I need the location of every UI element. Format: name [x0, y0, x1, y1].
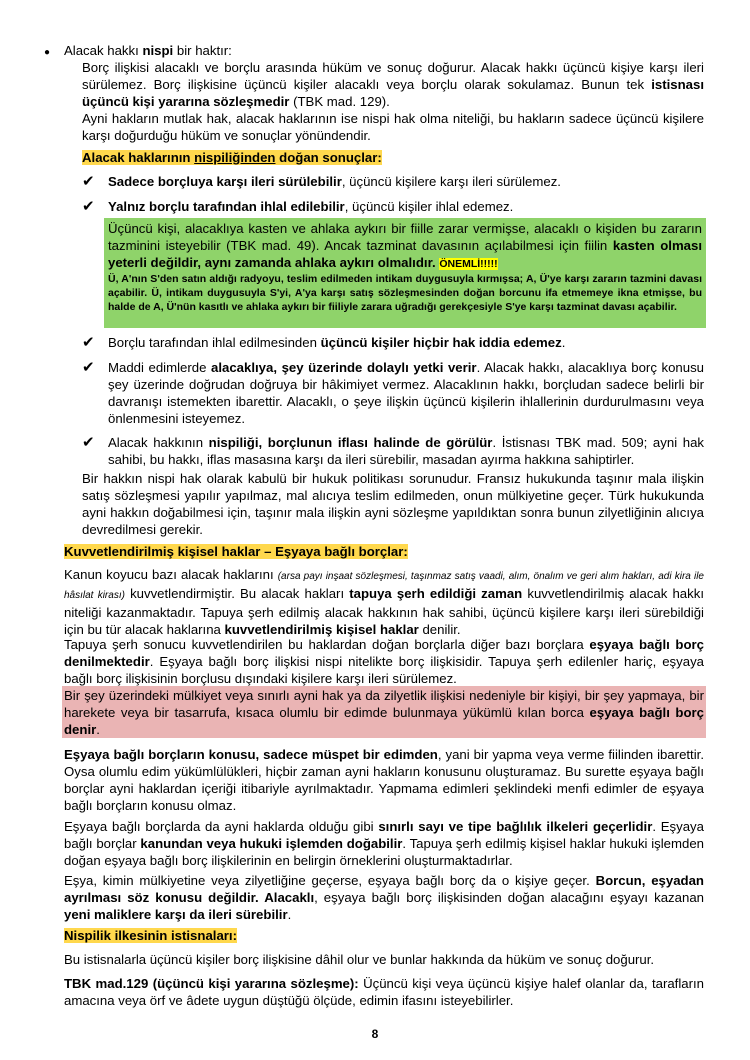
- check-item-5: Alacak hakkının nispiliği, borçlunun iflası halinde de görülür. İstisnası TBK mad. 509; ayni hak sahibi, bu hakkı, iflas masasına karşı da ileri sürebilir, masadan ayırma hakkına sahiptirler.: [108, 435, 704, 467]
- paragraph-istisnalar: Bu istisnalarla üçüncü kişiler borç ilişkisine dâhil olur ve bunlar hakkında da hüküm ve sonuç doğurur.: [64, 952, 655, 967]
- green-highlight-box: [104, 218, 706, 328]
- heading-istisnalar: Nispilik ilkesinin istisnaları:: [64, 928, 237, 943]
- paragraph-kanun-koyucu: Kanun koyucu bazı alacak haklarını (arsa payı inşaat sözleşmesi, taşınmaz satış vaadi, alım, önalım ve geri alım hakları, adi kira ile hâsılat kirası) kuvvetlendirmiştir. Bu alacak hakları tapuya şerh edildiği zaman kuvvetlendirilmiş alacak hakkı niteliği kazanmaktadır. Tapuya şerh edilmiş alacak hakkının hak sahibi, üçüncü kişilere karşı ileri sürebildiği için bu tür alacak haklarına kuvvetlendirilmiş kişisel haklar denilir.: [64, 567, 704, 637]
- paragraph-konusu: Eşyaya bağlı borçların konusu, sadece müspet bir edimden, yani bir yapma veya verme fiilinden ibarettir. Oysa olumlu edim yükümlülükleri, hiçbir zaman ayni hakların konusunu oluşturamaz. Bu surette eşyaya bağlı borçlar ayni haklardan içeriği itibariyle ayrılmaktadır. Yapmama edimleri şeklindeki menfi edimler de eşyaya bağlı borçların konusu olmaz.: [64, 747, 704, 813]
- paragraph-tanim: Bir şey üzerindeki mülkiyet veya sınırlı ayni hak ya da zilyetlik ilişkisi nedeniyle bir kişiyi, bir şey yapmaya, bir harekete veya bir tasarrufa, kısaca olumlu bir edimde bulunmaya yükümlü kılan borca eşyaya bağlı borç denir.: [64, 688, 704, 737]
- check-item-1: Sadece borçluya karşı ileri sürülebilir, üçüncü kişilere karşı ileri sürülemez.: [108, 174, 561, 189]
- paragraph-ucuncu-kisi: Üçüncü kişi, alacaklıya kasten ve ahlaka aykırı bir fiille zarar vermişse, alacaklı o kişiden bu zararın tazminini isteyebilir (TBK mad. 49). Ancak tazminat davasının açılabilmesi için fiilin kasten olması yeterli değildir, aynı zamanda ahlaka aykırı olmalıdır. ÖNEMLİ!!!!!: [108, 221, 703, 270]
- paragraph-hukuk-politikasi: Bir hakkın nispi hak olarak kabulü bir hukuk politikası sorunudur. Fransız hukukunda taşınır mala ilişkin satış sözleşmesi yapılır yapılmaz, mal alıcıya teslim edilmeden, onun mülkiyetine geçer. Türk hukukunda ayni hakkın doğabilmesi için, taşınır mala ilişkin ayni sözleşme yapıldıktan sonra bunun zilyetliğinin alıcıya devredilmesi gerekir.: [82, 471, 704, 537]
- paragraph-ayni-haklar: Ayni hakların mutlak hak, alacak haklarının ise nispi hak olma niteliği, bu hakların sadece üçüncü kişilere karşı doğurduğu hüküm ve sonuçlar yönündendir.: [82, 111, 704, 143]
- page-number: 8: [371, 1027, 379, 1041]
- paragraph-sinirli-sayi: Eşyaya bağlı borçlarda da ayni haklarda olduğu gibi sınırlı sayı ve tipe bağlılık ilkeleri geçerlidir. Eşyaya bağlı borçlar kanundan veya hukuki işlemden doğabilir. Tapuya şerh edilmiş kişisel haklar hukuki işlemden doğan eşyaya bağlı borç ilişkilerinin en belirgin örneklerini oluşturmaktadırlar.: [64, 819, 705, 868]
- check-icon: ✔: [82, 434, 95, 451]
- check-item-2: Yalnız borçlu tarafından ihlal edilebilir, üçüncü kişiler ihlal edemez.: [108, 199, 514, 214]
- check-icon: ✔: [82, 173, 95, 190]
- paragraph-tbk-129: TBK mad.129 (üçüncü kişi yararına sözleşme): Üçüncü kişi veya üçüncü kişiye halef olanlar da, tarafların amacına veya örf ve âdete uygun düştüğü ölçüde, edimin ifasını isteyebilirler.: [64, 976, 704, 1008]
- paragraph-esya-malik: Eşya, kimin mülkiyetine veya zilyetliğine geçerse, eşyaya bağlı borç da o kişiye geçer. Borcun, eşyadan ayrılması söz konusu değildir. Alacaklı, eşyaya bağlı borç ilişkisinden doğan alacağını eşyayı kazanan yeni maliklere karşı da ileri sürebilir.: [64, 873, 704, 922]
- check-item-4: Maddi edimlerde alacaklıya, şey üzerinde dolaylı yetki verir. Alacak hakkı, alacaklıya borç konusu şey üzerinde doğrudan doğruya bir hâkimiyet vermez. Alacaklının hakkı, borçludan sadece belirli bir davranışı istemekten ibarettir. Alacaklı, o şeye ilişkin üçüncü kişilerin ihlallerinin durdurulmasını veya önlenmesini isteyemez.: [108, 360, 705, 426]
- example-paragraph: Ü, A'nın S'den satın aldığı radyoyu, teslim edilmeden intikam duygusuyla kırmışsa; A, Ü'ye karşı zararın tazmini davası açabilir. Ü, intikam duygusuyla S'yi, A'ya karşı satış sözleşmesinden doğan borcunu ifa etmemeye ikna etmişse, bu halde de A, Ü'nün kasıtlı ve ahlaka aykırı bir fiiliyle zarara uğradığı gerekçesiyle S'ye karşı tazminat davası açabilir.: [108, 273, 702, 313]
- bullet-icon: ●: [44, 47, 51, 58]
- bullet-nispi: Alacak hakkı nispi bir haktır:: [64, 43, 232, 58]
- important-note: ÖNEMLİ!!!!!: [439, 258, 498, 270]
- heading-kuvvetlendirilmis: Kuvvetlendirilmiş kişisel haklar – Eşyaya bağlı borçlar:: [64, 544, 408, 559]
- check-icon: ✔: [82, 334, 95, 351]
- paragraph-borc-iliskisi: Borç ilişkisi alacaklı ve borçlu arasında hüküm ve sonuç doğurur. Alacak hakkı üçüncü kişiye karşı ileri sürülemez. Borç ilişkisine üçüncü kişiler alacaklı veya borçlu olarak sokulamaz. Bunun tek istisnası üçüncü kişi yararına sözleşmedir (TBK mad. 129).: [82, 60, 704, 109]
- paragraph-tapuya-serh: Tapuya şerh sonucu kuvvetlendirilen bu haklardan doğan borçlarla diğer bazı borçlara eşyaya bağlı borç denilmektedir. Eşyaya bağlı borç ilişkisi nispi nitelikte borç ilişkisidir. Tapuya şerh edilenler hariç, eşyaya bağlı borç ilişkisinin borçlusu dışındaki kişilere karşı ileri sürülemez.: [64, 637, 704, 686]
- check-icon: ✔: [82, 198, 95, 215]
- check-icon: ✔: [82, 359, 95, 376]
- heading-nispilik-sonuclari: Alacak haklarının nispiliğinden doğan sonuçlar:: [82, 150, 382, 165]
- check-item-3: Borçlu tarafından ihlal edilmesinden üçüncü kişiler hiçbir hak iddia edemez.: [108, 335, 566, 350]
